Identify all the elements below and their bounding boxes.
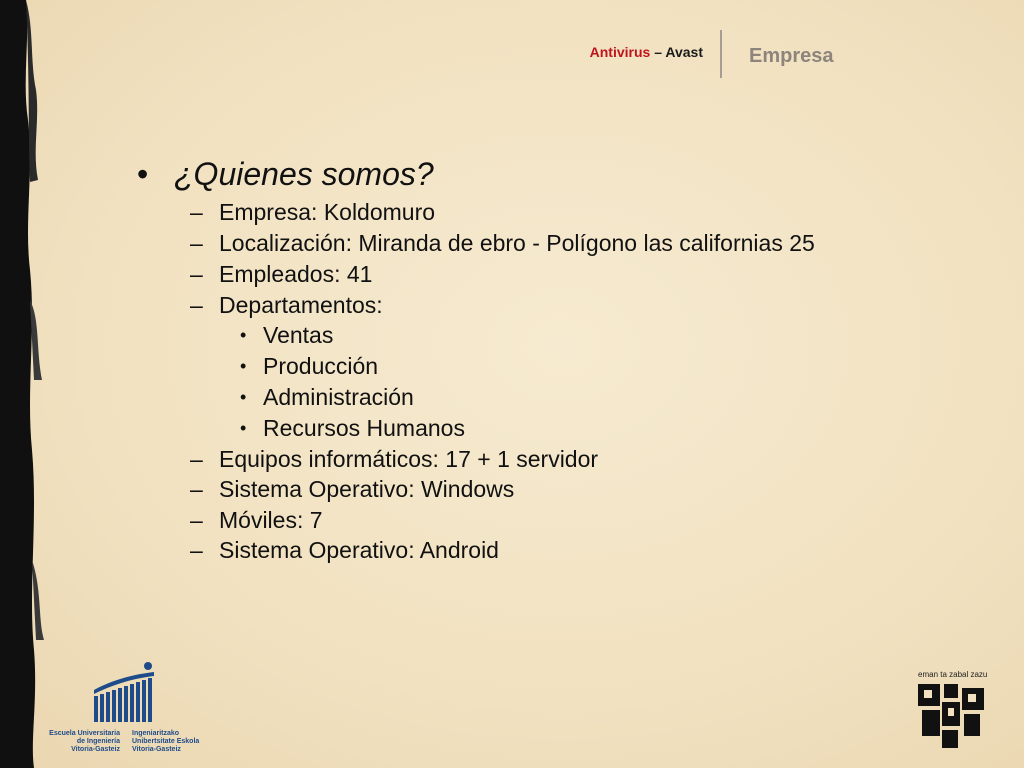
list-item-text: Empresa: Koldomuro — [219, 199, 436, 225]
list-item-text: Departamentos: — [219, 292, 383, 318]
list-item-text: Localización: Miranda de ebro - Polígono las californias 25 — [219, 230, 815, 256]
school-logo-text-eu — [132, 730, 212, 754]
bullet-icon: • — [240, 356, 247, 376]
bullet-icon: • — [240, 387, 247, 407]
dash-icon: – — [190, 230, 203, 256]
dash-icon: – — [190, 537, 203, 563]
list-item-text: Móviles: 7 — [219, 507, 323, 533]
logo-text-line: Vitoria-Gasteiz — [71, 746, 120, 753]
dash-icon: – — [190, 199, 203, 225]
logo-text-line: Escuela Universitaria — [49, 730, 120, 737]
university-emblem-icon — [912, 680, 992, 754]
slide-title: ¿Quienes somos? — [174, 156, 434, 192]
dash-icon: – — [190, 446, 203, 472]
school-logo-text-es — [46, 730, 120, 754]
school-logo-icon — [46, 660, 206, 728]
header-section: Empresa — [749, 45, 834, 67]
sub-list-item-text: Administración — [263, 384, 414, 410]
dash-icon: – — [190, 261, 203, 287]
list-item-text: Empleados: 41 — [219, 261, 373, 287]
list-item-text: Sistema Operativo: Windows — [219, 476, 515, 502]
logo-text-line: Vitoria-Gasteiz — [132, 746, 181, 753]
dash-icon: – — [190, 292, 203, 318]
sub-list-item-text: Recursos Humanos — [263, 415, 465, 441]
logo-text-line: Unibertsitate Eskola — [132, 738, 200, 745]
bullet-icon: • — [137, 156, 149, 192]
list-item-text: Equipos informáticos: 17 + 1 servidor — [219, 446, 599, 472]
logo-text-line: de Ingeniería — [76, 738, 120, 745]
bullet-icon: • — [240, 418, 247, 438]
sub-list-item-text: Producción — [263, 353, 379, 379]
logo-text-line: Ingeniaritzako — [132, 730, 180, 737]
school-logo — [46, 660, 206, 760]
dash-icon: – — [190, 507, 203, 533]
header-topic-accent: Antivirus — [589, 44, 651, 60]
sub-list-item-text: Ventas — [263, 322, 334, 348]
university-motto: eman ta zabal zazu — [918, 670, 988, 679]
dash-icon: – — [190, 476, 203, 502]
header-topic-rest: – Avast — [650, 44, 703, 60]
list-item-text: Sistema Operativo: Android — [219, 537, 499, 563]
university-logo — [912, 668, 992, 748]
bullet-icon: • — [240, 325, 247, 345]
